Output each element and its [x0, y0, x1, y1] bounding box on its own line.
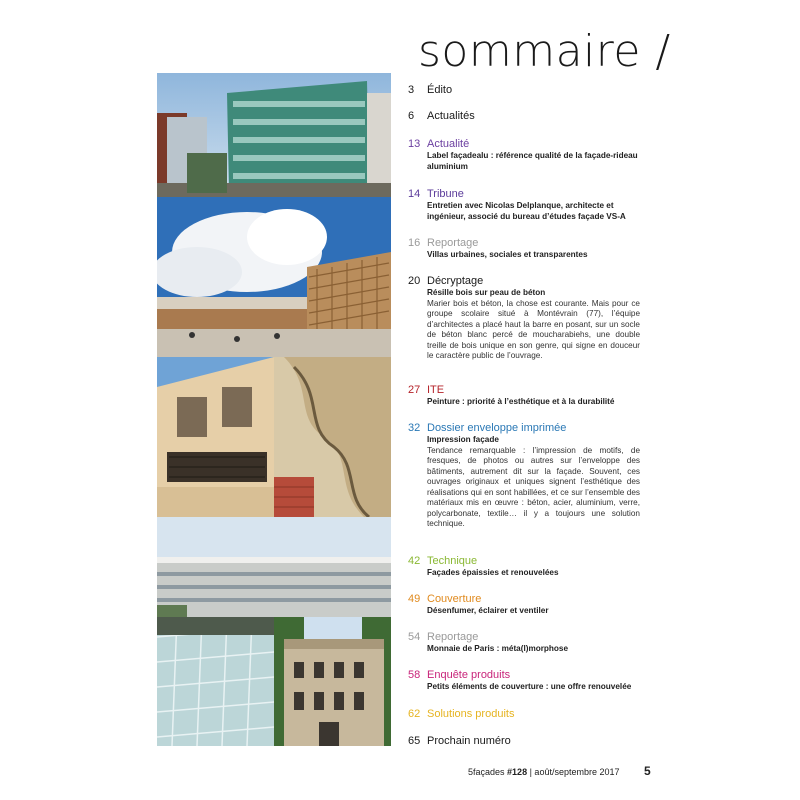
- issue-number: #128: [507, 767, 528, 777]
- entry-subtitle: Désenfumer, éclairer et ventiler: [427, 606, 549, 615]
- magazine-name: 5façades: [468, 767, 505, 777]
- issue-period: | août/septembre 2017: [529, 767, 620, 777]
- toc-entry-edito[interactable]: 3 Édito: [408, 84, 453, 96]
- photo-stone-fresco: [274, 357, 391, 517]
- toc-entry-couverture[interactable]: 49 Couverture Désenfumer, éclairer et ventiler: [408, 593, 640, 617]
- entry-subtitle: Monnaie de Paris : méta(l)morphose: [427, 644, 569, 653]
- entry-subtitle: Impression façade: [427, 435, 499, 444]
- entry-description: Marier bois et béton, la chose est courante. Mais pour ce groupe scolaire situé à Montévrain (77), l’équipe d’architectes a placé haut la barre en posant, sur un socle de béton blanc percé de moucharabiehs, une double treille de bois unique en son genre, qui signe en douceur le caractère public de l’ouvrage.: [427, 298, 640, 360]
- photo-monnaie-de-paris: [274, 617, 391, 746]
- toc-entry-technique[interactable]: 42 Technique Façades épaissies et renouvelées: [408, 555, 640, 579]
- toc-entry-prochain-numero[interactable]: 65 Prochain numéro: [408, 735, 511, 747]
- photo-haussmann-facade: [157, 357, 274, 517]
- entry-subtitle: Peinture : priorité à l’esthétique et à la durabilité: [427, 397, 615, 406]
- photo-glass-building: [157, 73, 391, 197]
- photo-wood-lattice-school: [157, 197, 391, 357]
- toc-entry-decryptage[interactable]: 20 Décryptage Résille bois sur peau de béton Marier bois et béton, la chose est courante. Mais pour ce groupe scolaire situé à Montévrain (77), l’équipe d’architectes a placé haut la barre en posant, sur un socle de béton blanc percé de moucharabiehs, une double treille de bois unique en son genre, qui signe en douceur le caractère public de l’ouvrage.: [408, 275, 640, 360]
- toc-entry-tribune[interactable]: 14 Tribune Entretien avec Nicolas Delplanque, architecte et ingénieur, associé du bureau d’études façade VS-A: [408, 188, 640, 222]
- entry-subtitle: Petits éléments de couverture : une offre renouvelée: [427, 682, 632, 691]
- entry-subtitle: Résille bois sur peau de béton: [427, 288, 546, 297]
- entry-description: Tendance remarquable : l’impression de motifs, de fresques, de photos ou autres sur l’enveloppe des bâtiments, autrement dit sur la façade. Souvent, ces ouvrages originaux et uniques signent l’esthétique des réalisations qui en sont habillées, et ce sur l’ensemble des matériaux mis en œuvre : béton, acier, aluminium, verre, polycarbonate, textile… il y a toujours une solution technique.: [427, 445, 640, 528]
- toc-entry-solutions-produits[interactable]: 62 Solutions produits: [408, 708, 515, 720]
- toc-entry-actualite[interactable]: 13 Actualité Label façadealu : référence qualité de la façade-rideau aluminium: [408, 138, 640, 172]
- photo-glass-roof: [157, 617, 274, 746]
- toc-entry-reportage-villas[interactable]: 16 Reportage Villas urbaines, sociales et transparentes: [408, 237, 640, 261]
- page-number: 5: [644, 764, 651, 778]
- page-title: sommaire /: [418, 26, 671, 77]
- toc-entry-reportage-monnaie[interactable]: 54 Reportage Monnaie de Paris : méta(l)morphose: [408, 631, 640, 655]
- page-footer: [468, 767, 620, 777]
- toc-entry-dossier-enveloppe[interactable]: 32 Dossier enveloppe imprimée Impression façade Tendance remarquable : l’impression de motifs, de fresques, de photos ou autres sur l’enveloppe des bâtiments, autrement dit sur la façade. Souvent, ces ouvrages originaux et uniques signent l’esthétique des réalisations qui en sont habillées, et ce sur l’ensemble des matériaux mis en œuvre : béton, acier, aluminium, verre, polycarbonate, textile… il y a toujours une solution technique.: [408, 422, 640, 528]
- toc-entry-enquete-produits[interactable]: 58 Enquête produits Petits éléments de couverture : une offre renouvelée: [408, 669, 640, 693]
- photo-renovated-building: [157, 517, 391, 617]
- entry-subtitle: Label façadealu : référence qualité de la façade-rideau aluminium: [427, 151, 638, 171]
- entry-subtitle: Villas urbaines, sociales et transparentes: [427, 250, 588, 259]
- photo-column: [157, 73, 391, 746]
- toc-entry-actualites[interactable]: 6 Actualités: [408, 110, 475, 122]
- toc-entry-ite[interactable]: 27 ITE Peinture : priorité à l’esthétique et à la durabilité: [408, 384, 640, 408]
- entry-subtitle: Façades épaissies et renouvelées: [427, 568, 559, 577]
- entry-subtitle: Entretien avec Nicolas Delplanque, architecte et ingénieur, associé du bureau d’études façade VS-A: [427, 201, 626, 221]
